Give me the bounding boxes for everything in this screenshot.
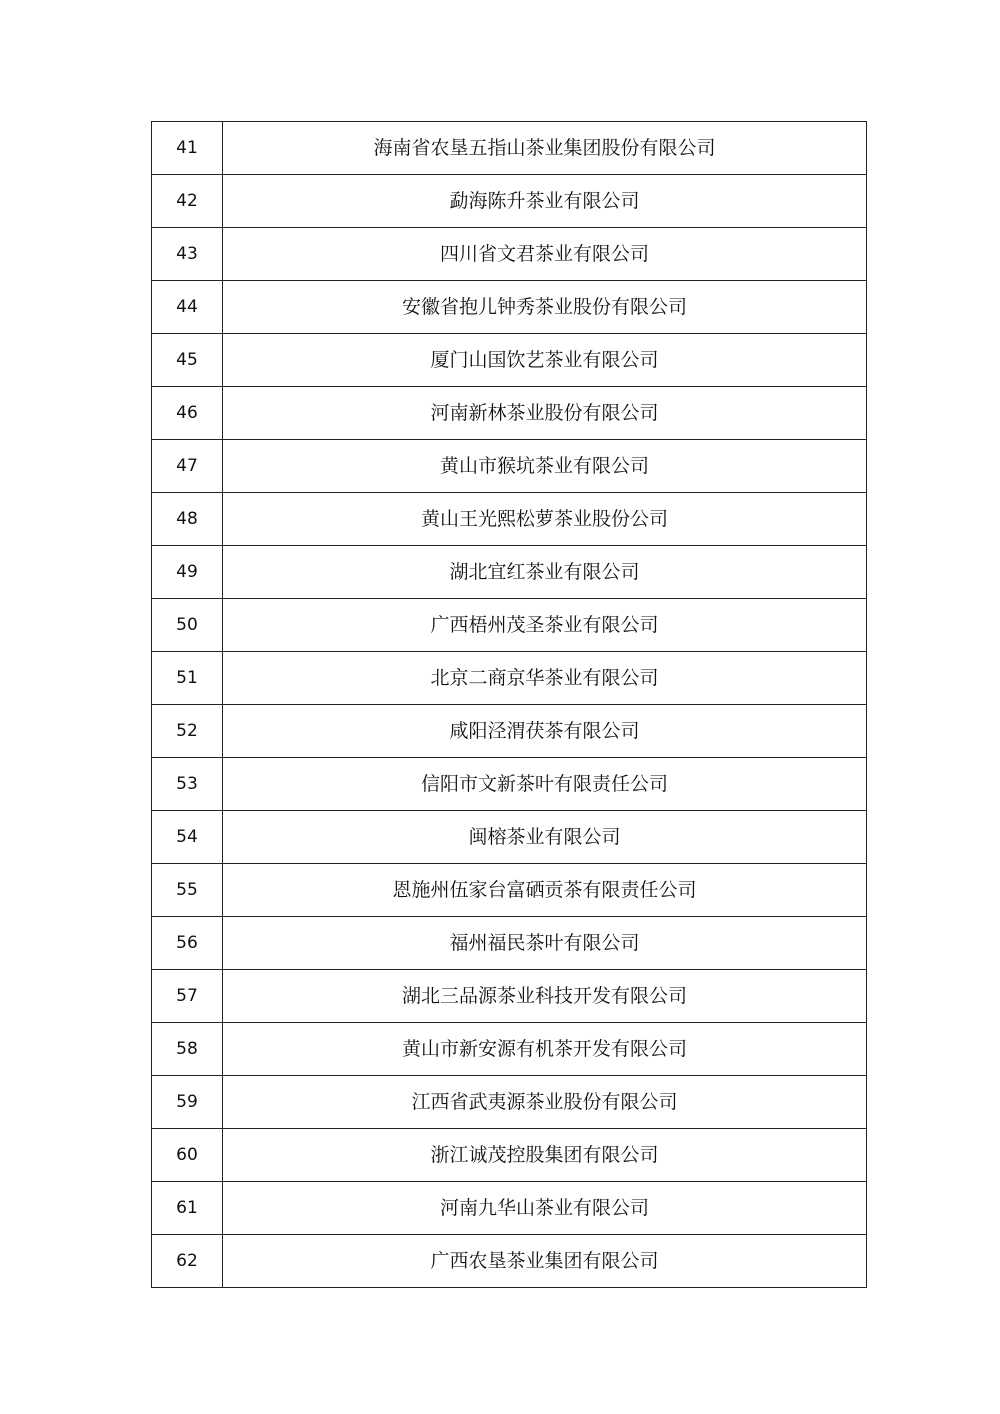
table-row [152, 281, 867, 334]
table-row [152, 1023, 867, 1076]
company-name-cell: 闽榕茶业有限公司 [223, 811, 867, 864]
company-name-cell: 四川省文君茶业有限公司 [223, 228, 867, 281]
table-row [152, 1076, 867, 1129]
row-number-cell: 54 [152, 811, 223, 864]
table-row [152, 387, 867, 440]
company-name-cell: 信阳市文新茶叶有限责任公司 [223, 758, 867, 811]
company-name-cell: 福州福民茶叶有限公司 [223, 917, 867, 970]
row-number-cell: 46 [152, 387, 223, 440]
company-name-cell: 厦门山国饮艺茶业有限公司 [223, 334, 867, 387]
table-row [152, 546, 867, 599]
company-list-table [151, 121, 867, 1288]
row-number-cell: 47 [152, 440, 223, 493]
row-number-cell: 57 [152, 970, 223, 1023]
table-row [152, 334, 867, 387]
company-name-cell: 河南九华山茶业有限公司 [223, 1182, 867, 1235]
table-row [152, 652, 867, 705]
row-number-cell: 41 [152, 122, 223, 175]
company-name-cell: 北京二商京华茶业有限公司 [223, 652, 867, 705]
company-name-cell: 黄山市新安源有机茶开发有限公司 [223, 1023, 867, 1076]
row-number-cell: 52 [152, 705, 223, 758]
company-name-cell: 湖北宜红茶业有限公司 [223, 546, 867, 599]
table-row [152, 1182, 867, 1235]
company-name-cell: 广西农垦茶业集团有限公司 [223, 1235, 867, 1288]
row-number-cell: 44 [152, 281, 223, 334]
company-name-cell: 湖北三品源茶业科技开发有限公司 [223, 970, 867, 1023]
row-number-cell: 58 [152, 1023, 223, 1076]
row-number-cell: 50 [152, 599, 223, 652]
row-number-cell: 55 [152, 864, 223, 917]
company-name-cell: 黄山市猴坑茶业有限公司 [223, 440, 867, 493]
company-name-cell: 河南新林茶业股份有限公司 [223, 387, 867, 440]
table-row [152, 917, 867, 970]
company-name-cell: 恩施州伍家台富硒贡茶有限责任公司 [223, 864, 867, 917]
row-number-cell: 43 [152, 228, 223, 281]
row-number-cell: 53 [152, 758, 223, 811]
company-name-cell: 咸阳泾渭茯茶有限公司 [223, 705, 867, 758]
row-number-cell: 60 [152, 1129, 223, 1182]
company-name-cell: 浙江诚茂控股集团有限公司 [223, 1129, 867, 1182]
company-name-cell: 勐海陈升茶业有限公司 [223, 175, 867, 228]
table-row [152, 864, 867, 917]
table-row [152, 1235, 867, 1288]
row-number-cell: 49 [152, 546, 223, 599]
table-row [152, 493, 867, 546]
table-body [152, 122, 867, 1288]
company-name-cell: 广西梧州茂圣茶业有限公司 [223, 599, 867, 652]
row-number-cell: 56 [152, 917, 223, 970]
table-row [152, 970, 867, 1023]
row-number-cell: 45 [152, 334, 223, 387]
table-row [152, 440, 867, 493]
row-number-cell: 42 [152, 175, 223, 228]
company-name-cell: 江西省武夷源茶业股份有限公司 [223, 1076, 867, 1129]
table-row [152, 758, 867, 811]
row-number-cell: 48 [152, 493, 223, 546]
table-row [152, 228, 867, 281]
table-row [152, 705, 867, 758]
table-row [152, 122, 867, 175]
row-number-cell: 62 [152, 1235, 223, 1288]
table-row [152, 811, 867, 864]
company-name-cell: 黄山王光熙松萝茶业股份公司 [223, 493, 867, 546]
row-number-cell: 51 [152, 652, 223, 705]
table-row [152, 599, 867, 652]
company-name-cell: 海南省农垦五指山茶业集团股份有限公司 [223, 122, 867, 175]
row-number-cell: 59 [152, 1076, 223, 1129]
table-row [152, 175, 867, 228]
table-row [152, 1129, 867, 1182]
row-number-cell: 61 [152, 1182, 223, 1235]
company-name-cell: 安徽省抱儿钟秀茶业股份有限公司 [223, 281, 867, 334]
